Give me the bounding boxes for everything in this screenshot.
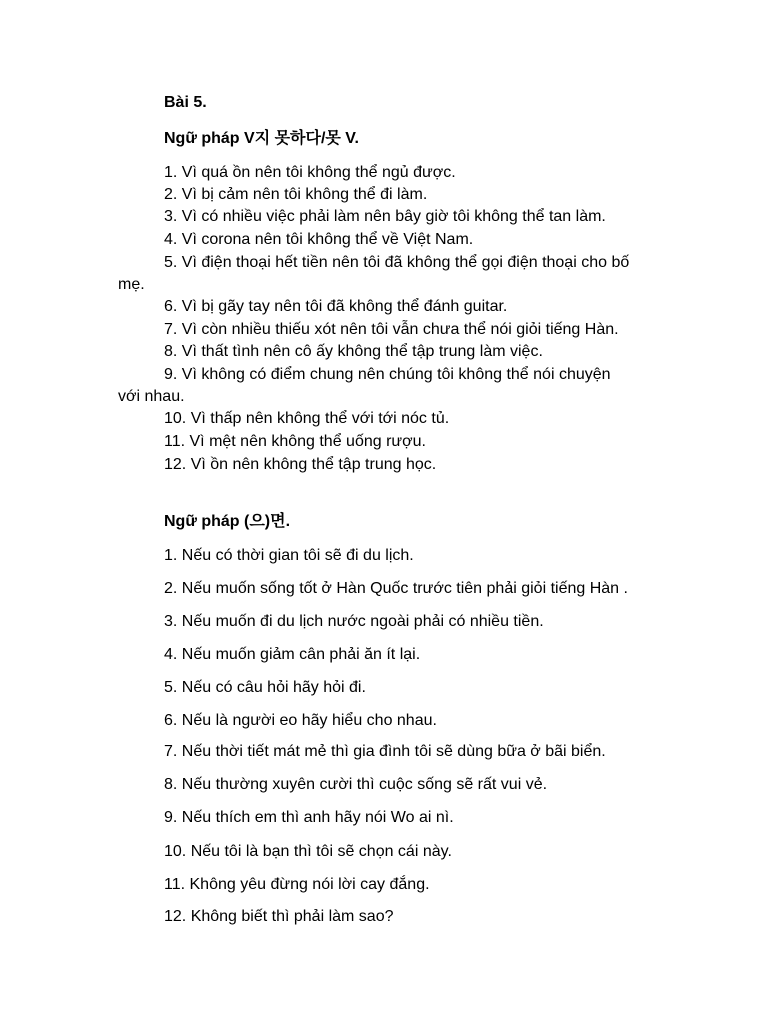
section1-heading: Ngữ pháp V지 못하다/못 V. [164,130,359,147]
section1-item: 4. Vì corona nên tôi không thể về Việt Nam. [164,231,474,248]
section1-item: 1. Vì quá ồn nên tôi không thể ngủ được. [164,164,456,181]
lesson-title: Bài 5. [164,94,207,111]
section2-item: 4. Nếu muốn giảm cân phải ăn ít lại. [164,646,421,663]
section1-item-continuation: mẹ. [118,276,145,293]
section1-item-continuation: với nhau. [118,388,185,405]
section1-item: 9. Vì không có điểm chung nên chúng tôi không thể nói chuyện [164,366,611,383]
section2-item: 3. Nếu muốn đi du lịch nước ngoài phải có nhiều tiền. [164,613,544,630]
section1-item: 11. Vì mệt nên không thể uống rượu. [164,433,426,450]
section1-item: 12. Vì ồn nên không thể tập trung học. [164,456,437,473]
section2-item: 2. Nếu muốn sống tốt ở Hàn Quốc trước tiên phải giỏi tiếng Hàn . [164,580,628,597]
section2-item: 12. Không biết thì phải làm sao? [164,908,394,925]
section2-item: 11. Không yêu đừng nói lời cay đắng. [164,876,430,893]
section2-item: 9. Nếu thích em thì anh hãy nói Wo ai nì. [164,809,454,826]
section1-item: 7. Vì còn nhiều thiếu xót nên tôi vẫn chưa thể nói giỏi tiếng Hàn. [164,321,619,338]
section1-item: 6. Vì bị gãy tay nên tôi đã không thể đánh guitar. [164,298,508,315]
section1-item: 8. Vì thất tình nên cô ấy không thể tập trung làm việc. [164,343,543,360]
section2-item: 7. Nếu thời tiết mát mẻ thì gia đình tôi sẽ dùng bữa ở bãi biển. [164,743,606,760]
section2-item: 1. Nếu có thời gian tôi sẽ đi du lịch. [164,547,414,564]
section2-item: 8. Nếu thường xuyên cười thì cuộc sống sẽ rất vui vẻ. [164,776,548,793]
section2-item: 5. Nếu có câu hỏi hãy hỏi đi. [164,679,366,696]
section2-item: 6. Nếu là người eo hãy hiểu cho nhau. [164,712,437,729]
section1-item: 3. Vì có nhiều việc phải làm nên bây giờ tôi không thể tan làm. [164,208,606,225]
section1-item: 5. Vì điện thoại hết tiền nên tôi đã không thể gọi điện thoại cho bố [164,254,630,271]
section1-item: 10. Vì thấp nên không thể với tới nóc tủ. [164,410,450,427]
section2-heading: Ngữ pháp (으)면. [164,513,291,530]
section1-item: 2. Vì bị cảm nên tôi không thể đi làm. [164,186,428,203]
section2-item: 10. Nếu tôi là bạn thì tôi sẽ chọn cái này. [164,843,452,860]
